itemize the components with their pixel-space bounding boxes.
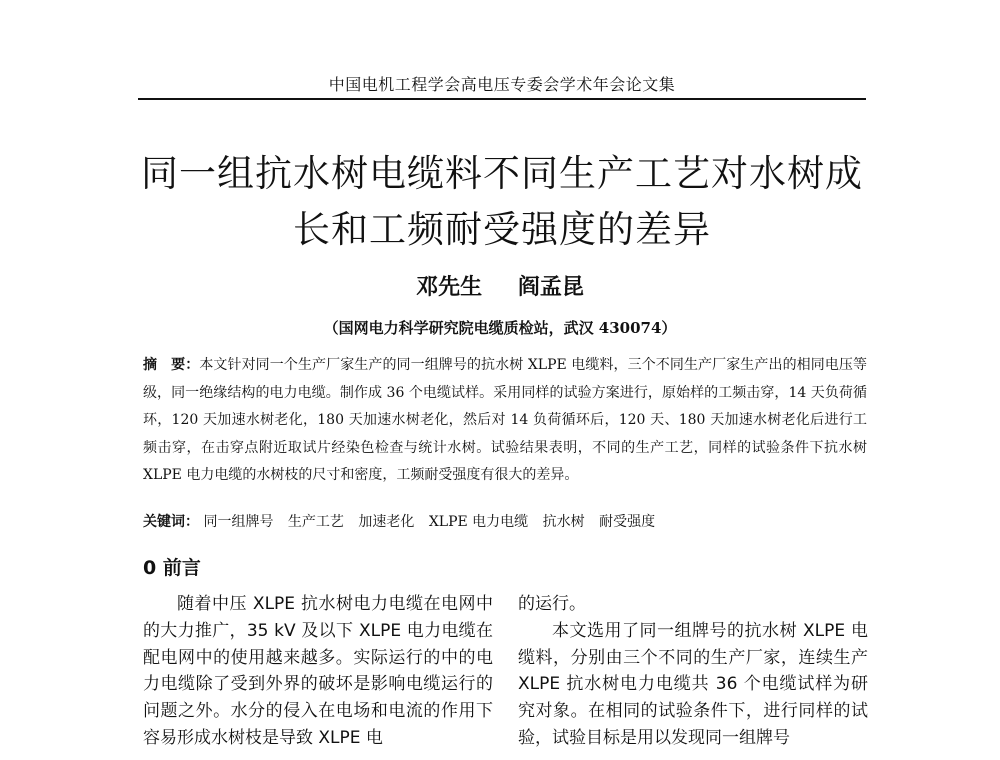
keyword-3: 加速老化 [358, 514, 415, 530]
body-paragraph-left: 随着中压 XLPE 抗水树电力电缆在电网中的大力推广，35 kV 及以下 XLPE 电力电缆在配电网中的使用越来越多。实际运行的中的电力电缆除了受到外界的破坏是影响电缆运行的问题之外。水分的侵入在电场和电流的作用下容易形成水树枝是导致 XLPE 电 [143, 594, 493, 748]
author-1: 邓先生 [416, 274, 483, 300]
keyword-1: 同一组牌号 [203, 514, 274, 530]
keyword-4: XLPE 电力电缆 [428, 514, 529, 530]
body-paragraph-right-1: 的运行。 [518, 594, 586, 614]
section-heading-introduction: 0 前言 [143, 557, 201, 579]
header-rule [138, 98, 866, 100]
paper-title [120, 146, 884, 258]
body-column-right [518, 591, 868, 752]
abstract-text: 本文针对同一个生产厂家生产的同一组牌号的抗水树 XLPE 电缆料，三个不同生产厂家生产出的相同电压等级，同一绝缘结构的电力电缆。制作成 36 个电缆试样。采用同样的试验方案进行，原始样的工频击穿，14 天负荷循环，120 天加速水树老化，180 天加速水树老化，然后对 14 负荷循环后，120 天、180 天加速水树老化后进行工频击穿，在击穿点附近取试片经染色检查与统计水树。试验结果表明，不同的生产工艺，同样的试验条件下抗水树 XLPE 电力电缆的水树枝的尺寸和密度，工频耐受强度有很大的差异。 [143, 357, 867, 483]
author-2: 阎孟昆 [517, 274, 584, 300]
title-line-2: 长和工频耐受强度的差异 [293, 208, 711, 251]
keywords [143, 511, 867, 533]
title-line-1: 同一组抗水树电缆料不同生产工艺对水树成 [141, 152, 863, 195]
body-paragraph-right-2: 本文选用了同一组牌号的抗水树 XLPE 电缆料，分别由三个不同的生产厂家，连续生产XLPE 抗水树电力电缆共 36 个电缆试样为研究对象。在相同的试验条件下，进行同样的试验，试验目标是用以发现同一组牌号 [518, 620, 868, 748]
abstract-label: 摘 要： [143, 357, 200, 373]
affiliation: （国网电力科学研究院电缆质检站，武汉 430074） [323, 319, 677, 337]
keyword-2: 生产工艺 [287, 514, 344, 530]
abstract [143, 352, 867, 490]
running-header: 中国电机工程学会高电压专委会学术年会论文集 [328, 75, 676, 94]
keyword-5: 抗水树 [542, 514, 585, 530]
authors [0, 270, 1000, 301]
body-column-left [143, 591, 493, 752]
keyword-6: 耐受强度 [599, 514, 656, 530]
keywords-label: 关键词： [143, 514, 199, 530]
